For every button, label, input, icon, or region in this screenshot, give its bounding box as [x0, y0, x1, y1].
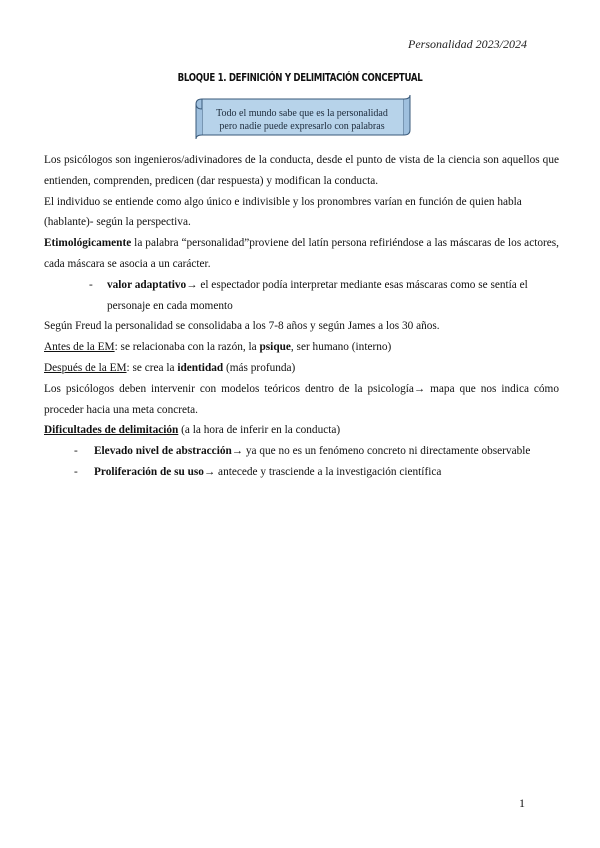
- bullet-proliferacion: [44, 462, 559, 483]
- proliferacion-text: → antecede y trasciende a la investigación científica: [203, 465, 442, 478]
- despues-em-end: (más profunda): [223, 361, 296, 374]
- callout-line-1: Todo el mundo sabe que es la personalidad: [216, 108, 388, 119]
- term-despues-em: Después de la EM: [44, 361, 127, 374]
- valor-adaptativo-text: → el espectador podía interpretar mediante esas máscaras como se sentía el personaje en cada momento: [107, 278, 528, 312]
- term-identidad: identidad: [177, 361, 224, 374]
- term-dificultades: Dificultades de delimitación: [44, 424, 179, 437]
- paragraph-antes-em: [44, 337, 559, 358]
- page-title: BLOQUE 1. DEFINICIÓN Y DELIMITACIÓN CONCEPTUAL: [177, 72, 423, 84]
- antes-em-text: : se relacionaba con la razón, la: [114, 341, 260, 354]
- bullet-abstraccion: [44, 441, 559, 462]
- term-proliferacion: Proliferación de su uso: [94, 465, 204, 478]
- document-body: [44, 150, 559, 483]
- dificultades-text: (a la hora de inferir en la conducta): [178, 424, 341, 437]
- etimologia-text: la palabra “personalidad”proviene del latín persona refiriéndose a las máscaras de los actores, cada máscara se asocia a un carácter.: [44, 237, 559, 270]
- paragraph-individuo: El individuo se entiende como algo único e indivisible y los pronombres varían en función de quien habla (hablante)- según la perspectiva.: [44, 195, 522, 229]
- paragraph-despues-em: [44, 358, 559, 379]
- paragraph-etimologia: [44, 233, 559, 275]
- paragraph-dificultades: [44, 420, 559, 441]
- bullet-dash: -: [89, 278, 93, 291]
- scroll-callout: [192, 95, 412, 141]
- term-antes-em: Antes de la EM: [44, 341, 115, 354]
- bullet-dash: -: [74, 445, 78, 458]
- paragraph-psicologos: Los psicólogos son ingenieros/adivinadores de la conducta, desde el punto de vista de la ciencia son aquellos que entienden, comprenden, predicen (dar respuesta) y modifican la conducta.: [44, 154, 559, 187]
- paragraph-freud: Según Freud la personalidad se consolidaba a los 7-8 años y según James a los 30 años.: [44, 320, 440, 333]
- page-number: 1: [519, 796, 525, 810]
- term-valor-adaptativo: valor adaptativo: [107, 278, 187, 291]
- term-abstraccion: Elevado nivel de abstracción: [94, 445, 232, 458]
- abstraccion-text: → ya que no es un fenómeno concreto ni directamente observable: [231, 445, 531, 458]
- bullet-valor-adaptativo: [44, 275, 559, 317]
- term-psique: psique: [259, 341, 291, 354]
- antes-em-end: , ser humano (interno): [290, 341, 392, 354]
- paragraph-modelos: Los psicólogos deben intervenir con modelos teóricos dentro de la psicología→ mapa que nos indica cómo proceder hacia una meta concreta.: [44, 382, 559, 416]
- bullet-dash: -: [74, 465, 78, 478]
- term-etimologicamente: Etimológicamente: [44, 237, 132, 250]
- callout-line-2: pero nadie puede expresarlo con palabras: [219, 121, 385, 132]
- despues-em-text: : se crea la: [126, 361, 178, 374]
- course-header: Personalidad 2023/2024: [408, 37, 527, 51]
